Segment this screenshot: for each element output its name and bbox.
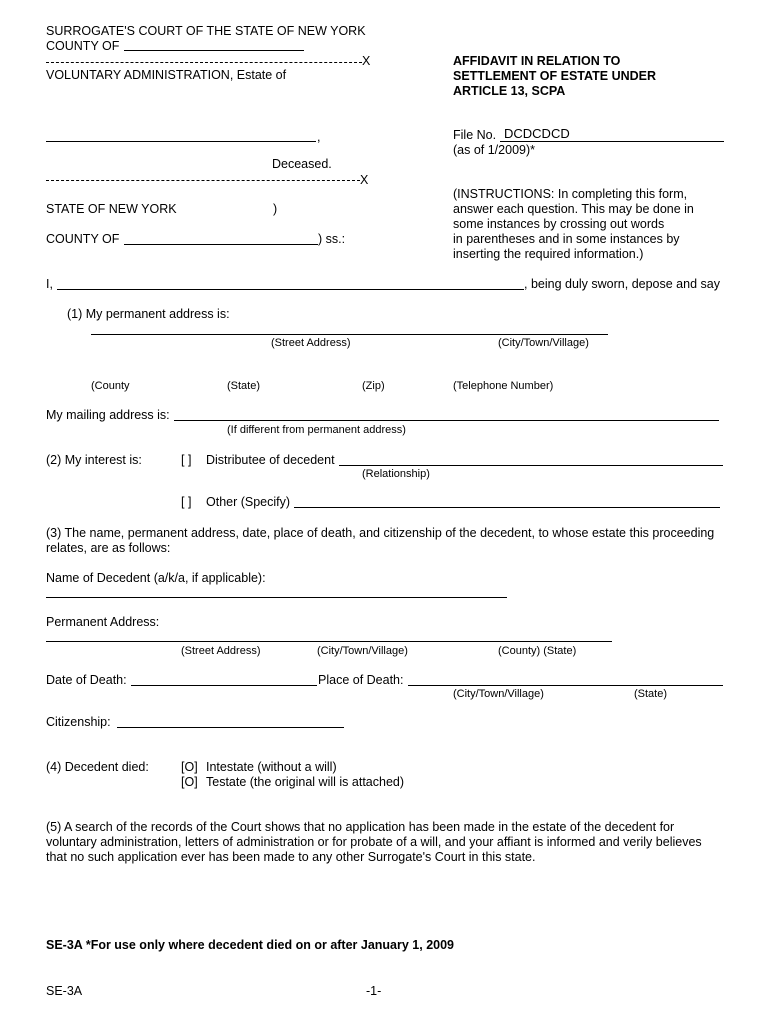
- decedent-city-hint: (City/Town/Village): [317, 645, 408, 657]
- venue-ss: ) ss.:: [318, 232, 346, 246]
- relationship-field[interactable]: [339, 465, 723, 466]
- mailing-address-field[interactable]: [174, 420, 719, 421]
- mailing-address-hint: (If different from permanent address): [227, 424, 406, 436]
- affiant-i-label: I,: [46, 277, 53, 291]
- file-no-field[interactable]: [500, 141, 724, 142]
- instructions-line2: answer each question. This may be done in: [453, 202, 694, 216]
- city-hint: (City/Town/Village): [498, 337, 589, 349]
- decedent-name-field[interactable]: [46, 141, 316, 142]
- name-comma: ,: [317, 130, 321, 144]
- telephone-hint: (Telephone Number): [453, 380, 554, 392]
- instructions-line4: in parentheses and in some instances by: [453, 232, 680, 246]
- section1-label: (1) My permanent address is:: [67, 307, 230, 321]
- relationship-hint: (Relationship): [362, 468, 430, 480]
- county-hint: (County: [91, 380, 130, 392]
- citizenship-label: Citizenship:: [46, 715, 111, 729]
- county-of-label: COUNTY OF: [46, 39, 120, 53]
- decedent-permanent-address-label: Permanent Address:: [46, 615, 160, 629]
- testate-label: Testate (the original will is attached): [206, 775, 405, 789]
- page-number: -1-: [366, 984, 382, 998]
- affiant-name-field[interactable]: [57, 289, 524, 290]
- file-no-value: DCDCDCD: [504, 126, 570, 141]
- venue-county-field[interactable]: [124, 244, 318, 245]
- sworn-text: , being duly sworn, depose and say: [524, 277, 720, 291]
- county-field[interactable]: [124, 50, 304, 51]
- caption-x-mark-2: X: [360, 173, 369, 187]
- decedent-street-hint: (Street Address): [181, 645, 261, 657]
- caption-divider-2: [46, 180, 360, 181]
- section5-line2: voluntary administration, letters of administration or for probate of a will, and your affiant is informed and verily believes: [46, 835, 702, 849]
- decedent-address-field[interactable]: [46, 641, 612, 642]
- testate-checkbox[interactable]: [O]: [181, 775, 198, 789]
- date-of-death-field[interactable]: [131, 685, 317, 686]
- instructions-line5: inserting the required information.): [453, 247, 644, 261]
- place-of-death-field[interactable]: [408, 685, 723, 686]
- court-name: SURROGATE'S COURT OF THE STATE OF NEW YORK: [46, 24, 366, 38]
- decedent-name-label: Name of Decedent (a/k/a, if applicable):: [46, 571, 266, 585]
- form-title-line2: SETTLEMENT OF ESTATE UNDER: [453, 69, 657, 83]
- mailing-address-label: My mailing address is:: [46, 408, 170, 422]
- section3-line1: (3) The name, permanent address, date, place of death, and citizenship of the decedent, to whose estate this proceeding: [46, 526, 715, 540]
- other-checkbox[interactable]: [ ]: [181, 495, 192, 509]
- other-label: Other (Specify): [206, 495, 291, 509]
- section5-line1: (5) A search of the records of the Court shows that no application has been made in the estate of the decedent for: [46, 820, 675, 834]
- as-of-note: (as of 1/2009)*: [453, 143, 535, 157]
- venue-state: STATE OF NEW YORK: [46, 202, 177, 216]
- instructions-line1: (INSTRUCTIONS: In completing this form,: [453, 187, 688, 201]
- caption-divider: [46, 62, 362, 63]
- section5-line3: that no such application ever has been made to any other Surrogate's Court in this state.: [46, 850, 536, 864]
- caption-x-mark: X: [362, 54, 371, 68]
- distributee-checkbox[interactable]: [ ]: [181, 453, 192, 467]
- distributee-label: Distributee of decedent: [206, 453, 335, 467]
- decedent-name-line[interactable]: [46, 597, 507, 598]
- place-state-hint: (State): [634, 688, 668, 700]
- place-city-hint: (City/Town/Village): [453, 688, 544, 700]
- date-of-death-label: Date of Death:: [46, 673, 127, 687]
- file-no-label: File No.: [453, 128, 497, 142]
- venue-county-label: COUNTY OF: [46, 232, 120, 246]
- street-address-hint: (Street Address): [271, 337, 351, 349]
- section4-label: (4) Decedent died:: [46, 760, 149, 774]
- zip-hint: (Zip): [362, 380, 385, 392]
- citizenship-field[interactable]: [117, 727, 344, 728]
- deceased-label: Deceased.: [272, 157, 332, 171]
- venue-paren: ): [273, 202, 278, 216]
- place-of-death-label: Place of Death:: [318, 673, 404, 687]
- form-title-line3: ARTICLE 13, SCPA: [453, 84, 566, 98]
- intestate-checkbox[interactable]: [O]: [181, 760, 198, 774]
- other-specify-field[interactable]: [294, 507, 720, 508]
- footer-note: SE-3A *For use only where decedent died on or after January 1, 2009: [46, 938, 455, 952]
- section3-line2: relates, are as follows:: [46, 541, 171, 555]
- section2-label: (2) My interest is:: [46, 453, 142, 467]
- intestate-label: Intestate (without a will): [206, 760, 337, 774]
- form-id: SE-3A: [46, 984, 83, 998]
- decedent-county-state-hint: (County) (State): [498, 645, 577, 657]
- form-title-line1: AFFIDAVIT IN RELATION TO: [453, 54, 621, 68]
- instructions-line3: some instances by crossing out words: [453, 217, 665, 231]
- state-hint: (State): [227, 380, 261, 392]
- permanent-address-field[interactable]: [91, 334, 608, 335]
- estate-caption: VOLUNTARY ADMINISTRATION, Estate of: [46, 68, 287, 82]
